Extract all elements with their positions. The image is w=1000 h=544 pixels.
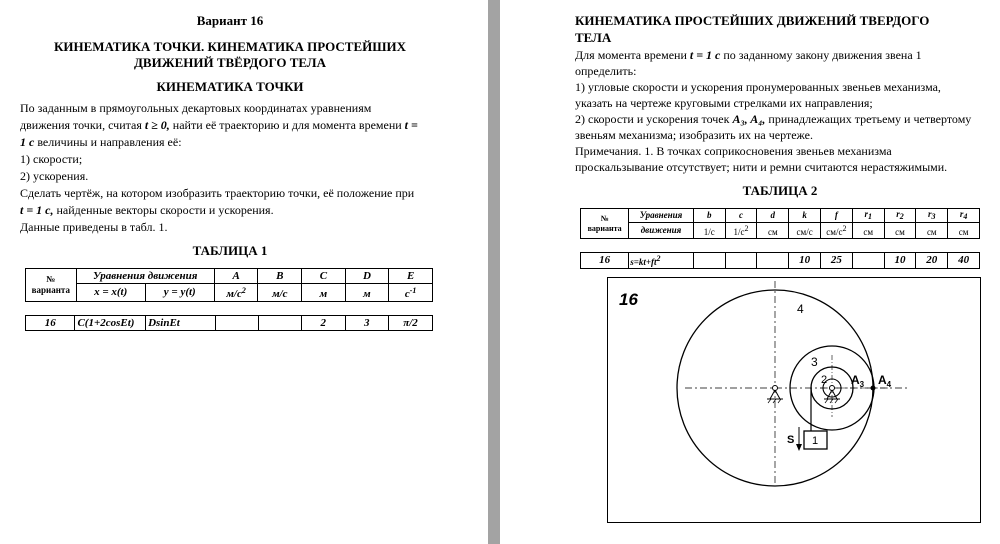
label-a4: $A_4$: [878, 373, 892, 389]
table2-cell-k: 10: [789, 253, 821, 269]
figure-frame: [608, 278, 981, 523]
table1-cell-e: π/2: [389, 316, 433, 331]
table2-cell-eq: s=kt+ft2: [629, 253, 694, 269]
table2-unit: см: [852, 223, 884, 239]
label-load-1: 1: [812, 435, 819, 447]
table2-header: [580, 208, 980, 239]
right-title-line1: КИНЕМАТИКА ПРОСТЕЙШИХ ДВИЖЕНИЙ ТВЕРДОГО: [575, 13, 930, 28]
point-a3-a4: [871, 386, 876, 391]
table1-col-equations: Уравнения движения: [76, 269, 214, 284]
table2-unit: см: [757, 223, 789, 239]
right-title-line2: ТЕЛА: [575, 30, 612, 45]
table1-data-row: [25, 315, 433, 331]
table2-cell-f: 25: [821, 253, 853, 269]
table1-cell-b: [258, 316, 301, 331]
paragraph-line: Примечания. 1. В точках соприкосновения звеньев механизма: [575, 144, 892, 158]
table2-unit: 1/с2: [725, 223, 757, 239]
table1-cell-d: 3: [345, 316, 388, 331]
paragraph-line: По заданным в прямоугольных декартовых координатах уравнениям: [20, 101, 372, 115]
variant-heading: Вариант 16: [196, 13, 264, 28]
table2-col-d: d: [757, 209, 789, 223]
paragraph-line: Сделать чертёж, на котором изобразить траекторию точки, её положение при: [20, 186, 415, 200]
table1-cell-y: DsinEt: [146, 316, 216, 331]
table1-unit: $м/с^2$: [214, 284, 258, 302]
table2-col-eq2: движения: [629, 223, 694, 239]
paragraph-line: движения точки, считая t ≥ 0, найти её траекторию и для момента времени t =: [20, 118, 418, 132]
table2-col-k: k: [789, 209, 821, 223]
table2-cell-r1: [852, 253, 884, 269]
table1-col-x: x = x(t): [76, 284, 145, 302]
table2-cell-d: [757, 253, 789, 269]
mechanism-figure: [607, 277, 981, 523]
paragraph-line: 1 c величины и направления её:: [20, 135, 182, 149]
table2-unit: см/с: [789, 223, 821, 239]
label-wheel-3: 3: [811, 355, 818, 369]
table1-unit: м: [345, 284, 389, 302]
table2-cell-r4: 40: [948, 253, 980, 269]
table2-col-b: b: [693, 209, 725, 223]
page-gutter: [488, 0, 500, 544]
paragraph-line: t = 1 c, найденные векторы скорости и ускорения.: [20, 203, 274, 217]
figure-variant-label: 16: [619, 290, 638, 309]
table1-cell-c: 2: [302, 316, 345, 331]
main-title-line2: ДВИЖЕНИЙ ТВЁРДОГО ТЕЛА: [133, 55, 326, 70]
paragraph-line: Для момента времени t = 1 c по заданному закону движения звена 1: [575, 48, 922, 62]
table2-unit: 1/с: [693, 223, 725, 239]
label-s: S: [787, 434, 795, 446]
table1-cell-num: 16: [26, 316, 75, 331]
table1-col-c: C: [302, 269, 346, 284]
table2-col-f: f: [821, 209, 853, 223]
table1-unit: $с^{-1}$: [389, 284, 433, 302]
paragraph-line: Данные приведены в табл. 1.: [20, 220, 168, 234]
left-page: [0, 0, 488, 544]
section-title: КИНЕМАТИКА ТОЧКИ: [156, 79, 304, 94]
table2-data-row: [580, 252, 980, 269]
table2-col-r2: r2: [884, 209, 916, 223]
list-item: 2) ускорения.: [20, 169, 89, 183]
table2-unit: см/с2: [821, 223, 853, 239]
table2-col-c: c: [725, 209, 757, 223]
table1-col-d: D: [345, 269, 389, 284]
table1-col-e: E: [389, 269, 433, 284]
table2-unit: см: [916, 223, 948, 239]
paragraph-line: 1) угловые скорости и ускорения пронумерованных звеньев механизма,: [575, 80, 941, 94]
paragraph-line: 2) скорости и ускорения точек A₃, A₄, принадлежащих третьему и четвертому: [575, 112, 972, 126]
table1-header: [25, 268, 433, 302]
right-page: [500, 0, 1000, 544]
table2-cell-c: [725, 253, 757, 269]
table2-cell-b: [693, 253, 725, 269]
table1-unit: м/с: [258, 284, 302, 302]
table1-col-b: B: [258, 269, 302, 284]
table2-title: ТАБЛИЦА 2: [742, 183, 818, 198]
table1-title: ТАБЛИЦА 1: [192, 243, 268, 258]
label-wheel-4: 4: [797, 302, 804, 316]
table2-col-r4: r4: [948, 209, 980, 223]
table2-unit: см: [884, 223, 916, 239]
label-wheel-2: 2: [821, 374, 828, 386]
paragraph-line: определить:: [575, 64, 637, 78]
main-title-line1: КИНЕМАТИКА ТОЧКИ. КИНЕМАТИКА ПРОСТЕЙШИХ: [53, 39, 407, 54]
table1-unit: м: [302, 284, 346, 302]
table1-col-num: № варианта: [26, 269, 77, 302]
table1-cell-a: [215, 316, 258, 331]
table2-cell-num: 16: [581, 253, 629, 269]
paragraph-line: звеньям механизма; изобразить их на чертеже.: [575, 128, 813, 142]
list-item: 1) скорости;: [20, 152, 83, 166]
label-a3: $A_3$: [851, 373, 865, 389]
table2-cell-r3: 20: [916, 253, 948, 269]
paragraph-line: указать на чертеже круговыми стрелками их направления;: [575, 96, 873, 110]
table1-col-y: y = y(t): [145, 284, 214, 302]
table2-col-num: № варианта: [581, 209, 629, 239]
table2-col-eq: Уравнения: [629, 209, 694, 223]
table2-unit: см: [948, 223, 980, 239]
table2-cell-r2: 10: [884, 253, 916, 269]
table1-cell-x: C(1+2cosEt): [75, 316, 146, 331]
table2-col-r1: r1: [852, 209, 884, 223]
table2-col-r3: r3: [916, 209, 948, 223]
table1-col-a: A: [214, 269, 258, 284]
paragraph-line: проскальзывание отсутствует; нити и ремни считаются нерастяжимыми.: [575, 160, 948, 174]
